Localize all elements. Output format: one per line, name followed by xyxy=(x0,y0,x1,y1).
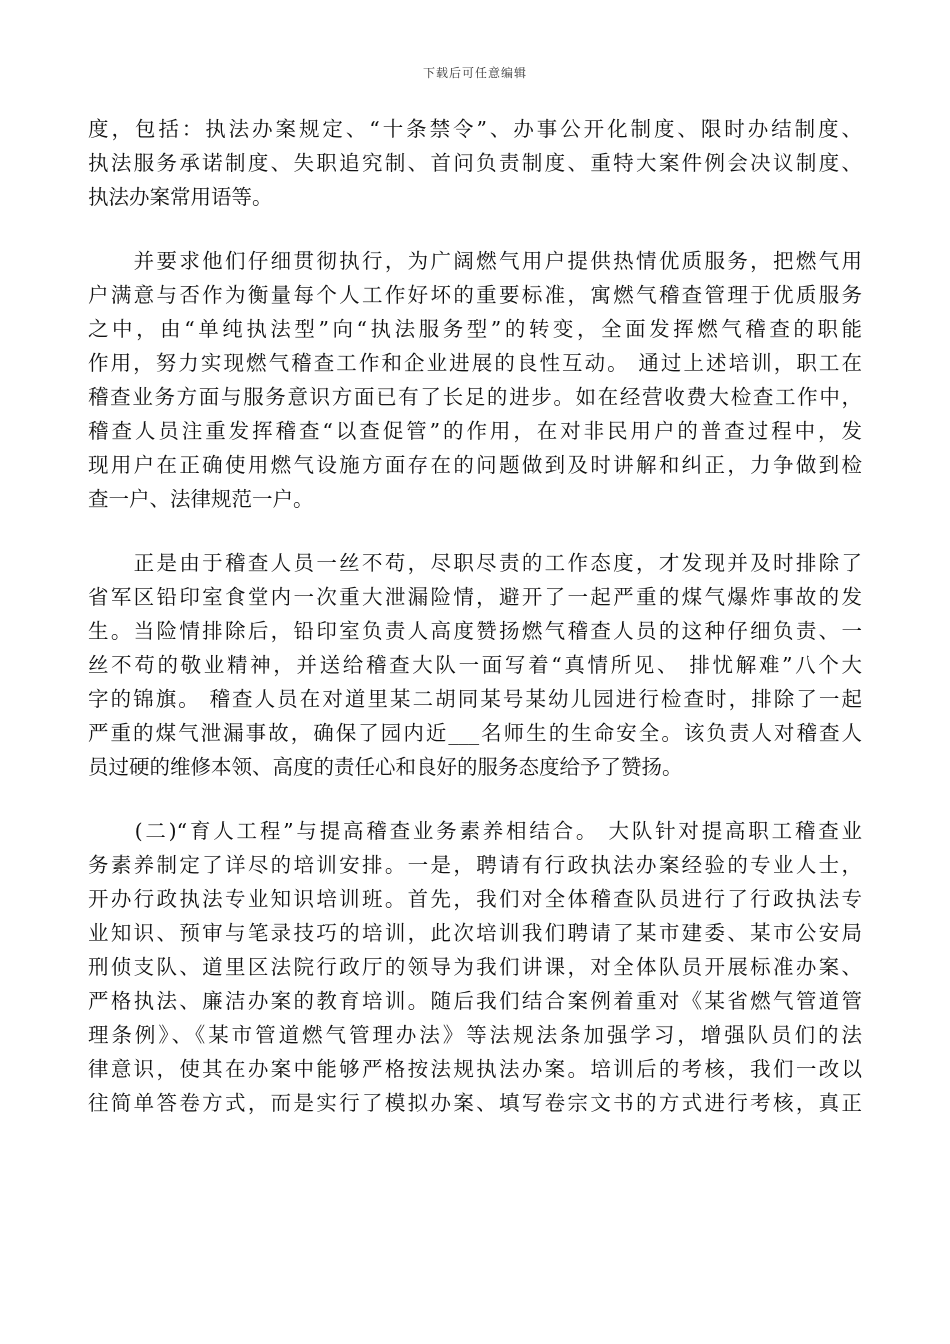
text-line: 之中，由“单纯执法型”向“执法服务型”的转变，全面发挥燃气稽查的职能 xyxy=(88,317,862,341)
text-line: 现用户在正确使用燃气设施方面存在的问题做到及时讲解和纠正，力争做到检 xyxy=(88,453,862,477)
text-line: 字的锦旗。 稽查人员在对道里某二胡同某号某幼儿园进行检查时，排除了一起 xyxy=(88,687,862,711)
text-line: 务素养制定了详尽的培训安排。一是，聘请有行政执法办案经验的专业人士， xyxy=(88,853,862,877)
text-line: 开办行政执法专业知识培训班。首先，我们对全体稽查队员进行了行政执法专 xyxy=(88,887,862,911)
text-line: 作用，努力实现燃气稽查工作和企业进展的良性互动。 通过上述培训，职工在 xyxy=(88,351,862,375)
text-line: 度，包括：执法办案规定、“十条禁令”、办事公开化制度、限时办结制度、 xyxy=(88,117,862,141)
paragraph-1 xyxy=(88,112,862,214)
text-line: 丝不苟的敬业精神，并送给稽查大队一面写着“真情所见、 排忧解难”八个大 xyxy=(88,653,862,677)
text-line: 律意识，使其在办案中能够严格按法规执法办案。培训后的考核，我们一改以 xyxy=(88,1057,862,1081)
text-line: 查一户、法律规范一户。 xyxy=(88,487,314,511)
text-line: 严重的煤气泄漏事故，确保了园内近___名师生的生命安全。该负责人对稽查人 xyxy=(88,721,862,745)
text-line: 业知识、预审与笔录技巧的培训，此次培训我们聘请了某市建委、某市公安局 xyxy=(88,921,862,945)
text-line: 生。当险情排除后，铅印室负责人高度赞扬燃气稽查人员的这种仔细负责、一 xyxy=(88,619,862,643)
text-line: 往简单答卷方式，而是实行了模拟办案、填写卷宗文书的方式进行考核，真正 xyxy=(88,1091,862,1115)
text-line: (二)“育人工程”与提高稽查业务素养相结合。 大队针对提高职工稽查业 xyxy=(88,819,862,843)
text-line: 严格执法、廉洁办案的教育培训。随后我们结合案例着重对《某省燃气管道管 xyxy=(88,989,862,1013)
paragraph-4 xyxy=(88,814,862,1120)
text-line: 并要求他们仔细贯彻执行，为广阔燃气用户提供热情优质服务，把燃气用 xyxy=(88,249,862,273)
text-line: 户满意与否作为衡量每个人工作好坏的重要标准，寓燃气稽查管理于优质服务 xyxy=(88,283,862,307)
document-body xyxy=(88,112,862,1150)
text-line: 稽查人员注重发挥稽查“以查促管”的作用，在对非民用户的普查过程中，发 xyxy=(88,419,862,443)
text-line: 刑侦支队、道里区法院行政厅的领导为我们讲课，对全体队员开展标准办案、 xyxy=(88,955,862,979)
text-line: 正是由于稽查人员一丝不苟，尽职尽责的工作态度，才发现并及时排除了 xyxy=(88,551,862,575)
text-line: 执法服务承诺制度、失职追究制、首问负责制度、重特大案件例会决议制度、 xyxy=(88,151,862,175)
page-header: 下载后可任意编辑 xyxy=(422,66,527,80)
text-line: 稽查业务方面与服务意识方面已有了长足的进步。如在经营收费大检查工作中， xyxy=(88,385,862,409)
text-line: 省军区铅印室食堂内一次重大泄漏险情，避开了一起严重的煤气爆炸事故的发 xyxy=(88,585,862,609)
paragraph-2 xyxy=(88,244,862,516)
text-line: 员过硬的维修本领、高度的责任心和良好的服务态度给予了赞扬。 xyxy=(88,755,683,779)
paragraph-3 xyxy=(88,546,862,784)
text-line: 理条例》、《某市管道燃气管理办法》等法规法条加强学习，增强队员们的法 xyxy=(88,1023,862,1047)
text-line: 执法办案常用语等。 xyxy=(88,185,273,209)
